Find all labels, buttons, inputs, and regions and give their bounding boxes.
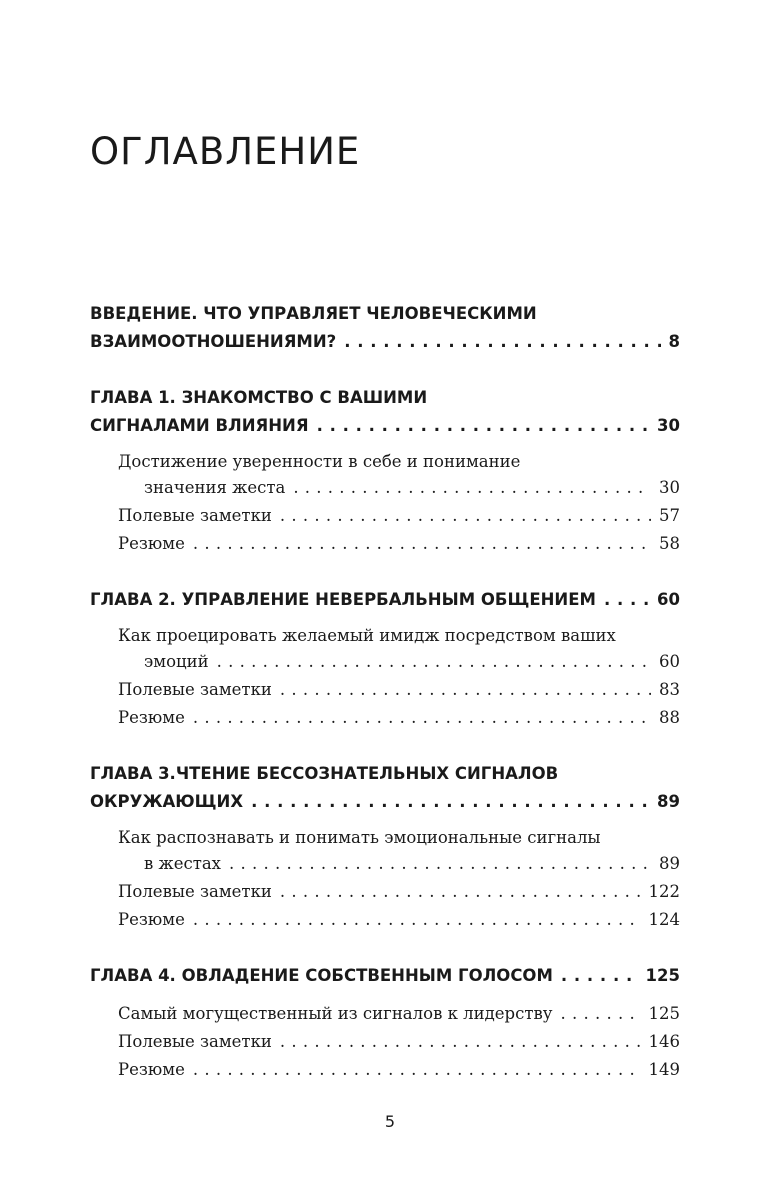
dot-leader <box>280 676 651 704</box>
section-title: Полевые заметки <box>118 680 272 699</box>
dot-leader <box>193 906 641 934</box>
chapter-page-number: 8 <box>668 332 680 351</box>
dot-leader <box>229 850 651 878</box>
section-title-line1: Достижение уверенности в себе и понимание <box>118 452 521 471</box>
chapter-heading[interactable] <box>90 962 680 990</box>
section-title: Резюме <box>118 708 185 727</box>
toc-section[interactable] <box>118 906 680 934</box>
section-title: Резюме <box>118 1060 185 1079</box>
dot-leader <box>317 412 649 440</box>
chapter-heading[interactable] <box>90 760 680 816</box>
chapter-title-line2: ВЗАИМООТНОШЕНИЯМИ? <box>90 332 337 351</box>
chapter-title-line2: ОКРУЖАЮЩИХ <box>90 792 244 811</box>
section-list <box>90 624 680 732</box>
page-title: ОГЛАВЛЕНИЕ <box>90 130 361 173</box>
section-title: Резюме <box>118 534 185 553</box>
section-title-line2: значения жеста <box>144 478 286 497</box>
dot-leader <box>280 1028 641 1056</box>
toc-section[interactable] <box>118 450 680 502</box>
section-title-line1: Как распознавать и понимать эмоциональные сигналы <box>118 828 601 847</box>
toc-chapter-2 <box>90 586 680 732</box>
section-page-number: 88 <box>659 708 680 727</box>
toc-section[interactable] <box>118 530 680 558</box>
toc-section[interactable] <box>118 624 680 676</box>
dot-leader <box>280 878 641 906</box>
dot-leader <box>193 1056 641 1084</box>
toc-chapter-4 <box>90 962 680 1084</box>
section-title-line2: эмоций <box>144 652 209 671</box>
section-page-number: 60 <box>659 652 680 671</box>
chapter-title-line1: ВВЕДЕНИЕ. ЧТО УПРАВЛЯЕТ ЧЕЛОВЕЧЕСКИМИ <box>90 304 537 323</box>
dot-leader <box>193 704 651 732</box>
section-page-number: 58 <box>659 534 680 553</box>
section-list <box>90 826 680 934</box>
section-page-number: 149 <box>648 1060 680 1079</box>
toc-section[interactable] <box>118 704 680 732</box>
chapter-heading[interactable] <box>90 586 680 614</box>
chapter-page-number: 89 <box>657 792 680 811</box>
chapter-page-number: 30 <box>657 416 680 435</box>
section-title: Полевые заметки <box>118 882 272 901</box>
toc-section[interactable] <box>118 826 680 878</box>
chapter-title-line1: ГЛАВА 1. ЗНАКОМСТВО С ВАШИМИ <box>90 388 428 407</box>
chapter-title-line1: ГЛАВА 3.ЧТЕНИЕ БЕССОЗНАТЕЛЬНЫХ СИГНАЛОВ <box>90 764 559 783</box>
chapter-title: ГЛАВА 4. ОВЛАДЕНИЕ СОБСТВЕННЫМ ГОЛОСОМ <box>90 966 553 985</box>
section-page-number: 89 <box>659 854 680 873</box>
chapter-title-line2: СИГНАЛАМИ ВЛИЯНИЯ <box>90 416 309 435</box>
section-page-number: 146 <box>648 1032 680 1051</box>
table-of-contents <box>90 300 680 1112</box>
toc-section[interactable] <box>118 1028 680 1056</box>
section-list <box>90 1000 680 1084</box>
dot-leader <box>217 648 651 676</box>
section-title-line2: в жестах <box>144 854 221 873</box>
chapter-heading[interactable] <box>90 300 680 356</box>
toc-section[interactable] <box>118 502 680 530</box>
chapter-heading[interactable] <box>90 384 680 440</box>
toc-chapter-introduction <box>90 300 680 356</box>
dot-leader <box>251 788 649 816</box>
section-title-line1: Как проецировать желаемый имидж посредством ваших <box>118 626 616 645</box>
toc-chapter-3 <box>90 760 680 934</box>
section-title: Полевые заметки <box>118 1032 272 1051</box>
toc-section[interactable] <box>118 878 680 906</box>
chapter-page-number: 125 <box>645 966 680 985</box>
toc-section[interactable] <box>118 1056 680 1084</box>
section-title: Самый могущественный из сигналов к лидерству <box>118 1004 553 1023</box>
section-page-number: 83 <box>659 680 680 699</box>
section-title: Резюме <box>118 910 185 929</box>
section-page-number: 57 <box>659 506 680 525</box>
section-page-number: 125 <box>648 1004 680 1023</box>
section-title: Полевые заметки <box>118 506 272 525</box>
toc-section[interactable] <box>118 1000 680 1028</box>
section-page-number: 124 <box>648 910 680 929</box>
section-list <box>90 450 680 558</box>
dot-leader <box>344 328 660 356</box>
dot-leader <box>193 530 651 558</box>
dot-leader <box>293 474 651 502</box>
toc-section[interactable] <box>118 676 680 704</box>
section-page-number: 122 <box>648 882 680 901</box>
dot-leader <box>561 1000 641 1028</box>
chapter-title: ГЛАВА 2. УПРАВЛЕНИЕ НЕВЕРБАЛЬНЫМ ОБЩЕНИЕМ <box>90 590 596 609</box>
dot-leader <box>561 962 638 990</box>
page-number: 5 <box>384 1112 396 1131</box>
section-page-number: 30 <box>659 478 680 497</box>
toc-chapter-1 <box>90 384 680 558</box>
dot-leader <box>604 586 649 614</box>
dot-leader <box>280 502 651 530</box>
chapter-page-number: 60 <box>657 590 680 609</box>
